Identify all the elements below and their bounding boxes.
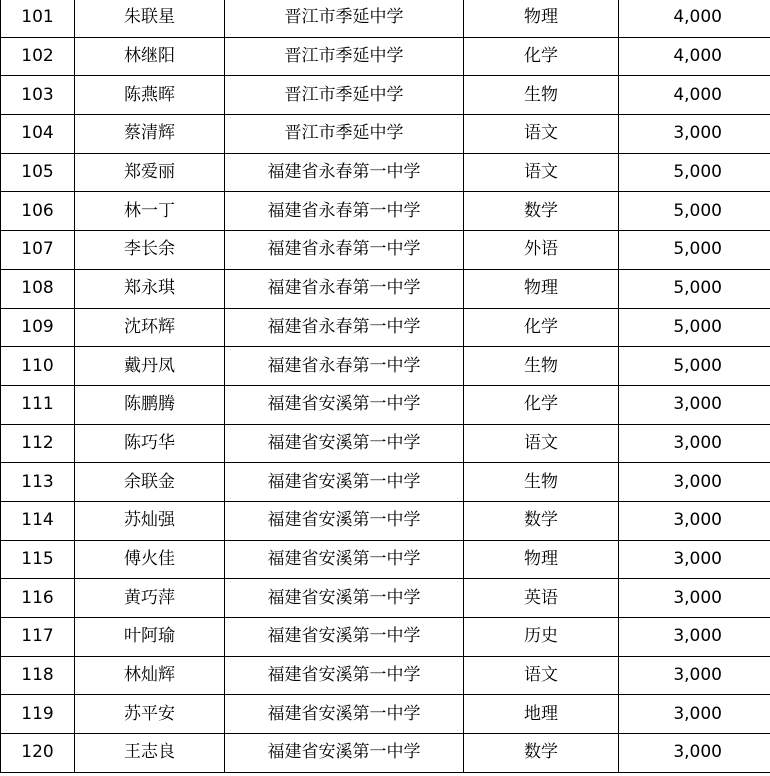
cell-school: 福建省安溪第一中学 [225, 695, 464, 734]
cell-subject: 生物 [464, 347, 619, 386]
table-row [1, 153, 770, 192]
cell-amount: 4,000 [619, 37, 770, 76]
cell-number: 114 [1, 501, 75, 540]
cell-amount: 3,000 [619, 115, 770, 154]
cell-school: 福建省永春第一中学 [225, 308, 464, 347]
cell-school: 晋江市季延中学 [225, 76, 464, 115]
table-row [1, 579, 770, 618]
cell-amount: 3,000 [619, 656, 770, 695]
cell-subject: 物理 [464, 0, 619, 37]
cell-school: 晋江市季延中学 [225, 0, 464, 37]
cell-name: 陈燕晖 [75, 76, 225, 115]
award-table-body [1, 0, 770, 772]
cell-name: 沈环辉 [75, 308, 225, 347]
table-row [1, 76, 770, 115]
cell-name: 林灿辉 [75, 656, 225, 695]
cell-school: 福建省永春第一中学 [225, 192, 464, 231]
cell-number: 117 [1, 618, 75, 657]
cell-amount: 5,000 [619, 192, 770, 231]
cell-name: 林继阳 [75, 37, 225, 76]
cell-amount: 5,000 [619, 347, 770, 386]
cell-school: 福建省永春第一中学 [225, 347, 464, 386]
cell-number: 104 [1, 115, 75, 154]
table-row [1, 734, 770, 773]
cell-subject: 语文 [464, 153, 619, 192]
cell-amount: 3,000 [619, 579, 770, 618]
cell-amount: 3,000 [619, 695, 770, 734]
cell-school: 福建省永春第一中学 [225, 153, 464, 192]
cell-subject: 地理 [464, 695, 619, 734]
cell-number: 119 [1, 695, 75, 734]
table-row [1, 463, 770, 502]
cell-number: 111 [1, 385, 75, 424]
cell-number: 120 [1, 734, 75, 773]
cell-school: 福建省安溪第一中学 [225, 579, 464, 618]
table-row [1, 695, 770, 734]
table-row [1, 231, 770, 270]
cell-number: 110 [1, 347, 75, 386]
cell-name: 蔡清辉 [75, 115, 225, 154]
table-row [1, 618, 770, 657]
cell-amount: 3,000 [619, 385, 770, 424]
cell-subject: 化学 [464, 385, 619, 424]
table-row [1, 540, 770, 579]
cell-number: 107 [1, 231, 75, 270]
cell-subject: 物理 [464, 540, 619, 579]
cell-school: 晋江市季延中学 [225, 115, 464, 154]
cell-amount: 3,000 [619, 463, 770, 502]
cell-name: 陈鹏腾 [75, 385, 225, 424]
cell-name: 陈巧华 [75, 424, 225, 463]
table-row [1, 192, 770, 231]
cell-school: 晋江市季延中学 [225, 37, 464, 76]
cell-amount: 4,000 [619, 76, 770, 115]
table-row [1, 115, 770, 154]
cell-number: 116 [1, 579, 75, 618]
table-row [1, 501, 770, 540]
cell-number: 115 [1, 540, 75, 579]
cell-school: 福建省永春第一中学 [225, 231, 464, 270]
cell-name: 黄巧萍 [75, 579, 225, 618]
cell-school: 福建省永春第一中学 [225, 269, 464, 308]
cell-number: 102 [1, 37, 75, 76]
cell-amount: 3,000 [619, 540, 770, 579]
cell-number: 113 [1, 463, 75, 502]
cell-subject: 英语 [464, 579, 619, 618]
table-row [1, 656, 770, 695]
cell-subject: 生物 [464, 463, 619, 502]
table-row [1, 269, 770, 308]
cell-amount: 4,000 [619, 0, 770, 37]
cell-number: 118 [1, 656, 75, 695]
cell-name: 李长余 [75, 231, 225, 270]
cell-name: 郑永琪 [75, 269, 225, 308]
cell-subject: 数学 [464, 734, 619, 773]
table-row [1, 347, 770, 386]
cell-school: 福建省安溪第一中学 [225, 424, 464, 463]
cell-number: 101 [1, 0, 75, 37]
cell-subject: 化学 [464, 308, 619, 347]
cell-number: 106 [1, 192, 75, 231]
cell-name: 苏平安 [75, 695, 225, 734]
cell-school: 福建省安溪第一中学 [225, 656, 464, 695]
cell-subject: 生物 [464, 76, 619, 115]
table-row [1, 385, 770, 424]
table-row [1, 308, 770, 347]
table-row [1, 0, 770, 37]
cell-subject: 化学 [464, 37, 619, 76]
cell-name: 林一丁 [75, 192, 225, 231]
cell-amount: 3,000 [619, 424, 770, 463]
cell-amount: 3,000 [619, 618, 770, 657]
table-row [1, 424, 770, 463]
cell-subject: 语文 [464, 424, 619, 463]
cell-number: 112 [1, 424, 75, 463]
cell-number: 108 [1, 269, 75, 308]
cell-subject: 物理 [464, 269, 619, 308]
cell-name: 苏灿强 [75, 501, 225, 540]
cell-name: 余联金 [75, 463, 225, 502]
cell-amount: 3,000 [619, 501, 770, 540]
cell-school: 福建省安溪第一中学 [225, 501, 464, 540]
cell-name: 王志良 [75, 734, 225, 773]
cell-amount: 3,000 [619, 734, 770, 773]
cell-subject: 外语 [464, 231, 619, 270]
cell-number: 103 [1, 76, 75, 115]
cell-subject: 语文 [464, 656, 619, 695]
cell-subject: 数学 [464, 501, 619, 540]
cell-amount: 5,000 [619, 153, 770, 192]
cell-school: 福建省安溪第一中学 [225, 385, 464, 424]
table-row [1, 37, 770, 76]
cell-amount: 5,000 [619, 269, 770, 308]
cell-name: 傅火佳 [75, 540, 225, 579]
cell-amount: 5,000 [619, 231, 770, 270]
cell-school: 福建省安溪第一中学 [225, 540, 464, 579]
cell-number: 109 [1, 308, 75, 347]
cell-school: 福建省安溪第一中学 [225, 734, 464, 773]
cell-name: 戴丹凤 [75, 347, 225, 386]
cell-amount: 5,000 [619, 308, 770, 347]
cell-name: 朱联星 [75, 0, 225, 37]
cell-name: 郑爱丽 [75, 153, 225, 192]
cell-name: 叶阿瑜 [75, 618, 225, 657]
cell-number: 105 [1, 153, 75, 192]
cell-subject: 历史 [464, 618, 619, 657]
cell-school: 福建省安溪第一中学 [225, 618, 464, 657]
cell-subject: 语文 [464, 115, 619, 154]
cell-school: 福建省安溪第一中学 [225, 463, 464, 502]
cell-subject: 数学 [464, 192, 619, 231]
